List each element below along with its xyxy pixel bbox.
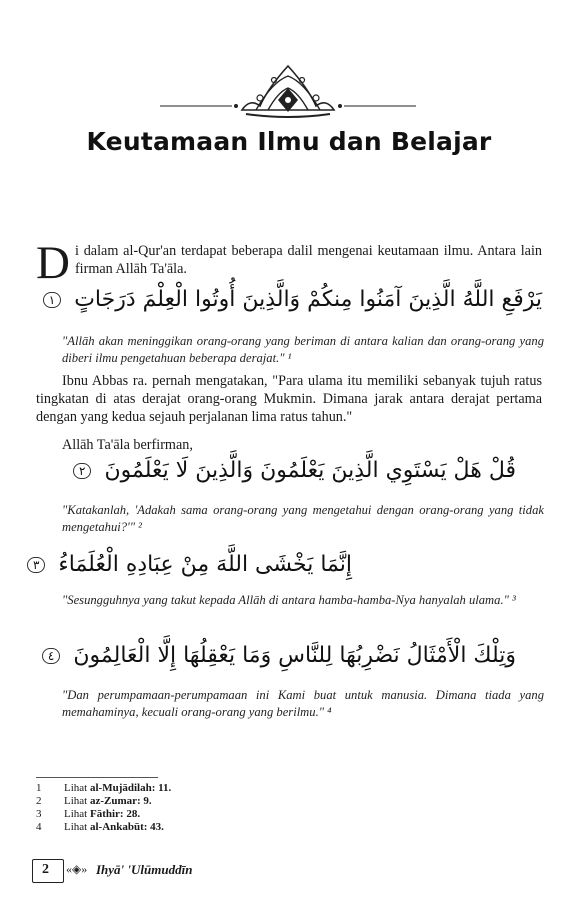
footnote-1 <box>36 782 171 794</box>
footnote-number: 3 <box>36 808 42 820</box>
footnote-2 <box>36 795 152 807</box>
footnote-prefix: Lihat <box>64 795 90 807</box>
footnote-prefix: Lihat <box>64 808 90 820</box>
verse-number-2: ٢ <box>73 463 91 479</box>
arabic-verse-1 <box>43 287 542 312</box>
translation-3: "Sesungguhnya yang takut kepada Allāh di antara hamba-hamba-Nya hanyalah ulama." ³ <box>62 593 516 607</box>
footnote-3 <box>36 808 140 820</box>
arabic-verse-2 <box>73 458 516 483</box>
footer-ornament-icon: «◈» <box>66 862 88 876</box>
verse-number-4: ٤ <box>42 648 60 664</box>
footnote-ref: az-Zumar: 9. <box>89 795 152 807</box>
footnote-prefix: Lihat <box>64 782 90 794</box>
footnote-number: 4 <box>36 821 42 833</box>
intro-paragraph <box>36 237 542 289</box>
arabic-verse-2-text: قُلْ هَلْ يَسْتَوِي الَّذِينَ يَعْلَمُونَ وَالَّذِينَ لَا يَعْلَمُونَ <box>104 458 516 483</box>
footnote-number: 2 <box>36 795 42 807</box>
arabic-verse-4-text: وَتِلْكَ الْأَمْثَالُ نَضْرِبُهَا لِلنَّاسِ وَمَا يَعْقِلُهَا إِلَّا الْعَالِمُونَ <box>73 643 516 668</box>
arabic-verse-4 <box>42 643 516 668</box>
allah-berfirman-line: Allāh Ta'āla berfirman, <box>62 437 193 453</box>
verse-number-1: ١ <box>43 292 61 308</box>
translation-2: "Katakanlah, 'Adakah sama orang-orang yang mengetahui dengan orang-orang yang tidak mengetahui?'" ² <box>62 503 544 534</box>
translation-1: "Allāh akan meninggikan orang-orang yang beriman di antara kalian dan orang-orang yang diberi ilmu pengetahuan beberapa derajat." ¹ <box>62 334 544 365</box>
intro-text: i dalam al-Qur'an terdapat beberapa dalil mengenai keutamaan ilmu. Antara lain firman Allāh Ta'āla. <box>74 243 542 277</box>
footnote-ref: al-Mujādilah: 11. <box>89 782 172 794</box>
footnote-4 <box>36 821 164 833</box>
footnote-ref: Fāthir: 28. <box>89 808 141 820</box>
arabic-verse-3 <box>27 552 352 577</box>
arabic-verse-3-text: إِنَّمَا يَخْشَى اللَّهَ مِنْ عِبَادِهِ الْعُلَمَاءُ <box>58 552 352 577</box>
translation-4: "Dan perumpamaan-perumpamaan ini Kami buat untuk manusia. Dimana tiada yang memahaminya, kecuali orang-orang yang berilmu." ⁴ <box>62 688 544 719</box>
verse-number-3: ٣ <box>27 557 45 573</box>
footnote-ref: al-Ankabūt: 43. <box>89 821 164 833</box>
footnote-divider <box>36 777 158 778</box>
page-number: 2 <box>42 862 49 877</box>
header-ornament <box>160 58 416 120</box>
dropcap: D <box>36 237 70 289</box>
ibnu-abbas-paragraph: Ibnu Abbas ra. pernah mengatakan, "Para ulama itu memiliki sebanyak tujuh ratus tingkatan di atas derajat orang-orang Mukmin. Dimana jarak antara derajat pertama dengan yang kedua sejauh perjalanan lima ratus tahun." <box>36 373 542 425</box>
running-footer-title: Ihyā' 'Ulūmuddīn <box>96 862 193 877</box>
page-title: Keutamaan Ilmu dan Belajar <box>86 127 492 156</box>
arabic-verse-1-text: يَرْفَعِ اللَّهُ الَّذِينَ آمَنُوا مِنكُمْ وَالَّذِينَ أُوتُوا الْعِلْمَ دَرَجَاتٍ <box>74 287 542 312</box>
footnote-number: 1 <box>36 782 42 794</box>
footnote-prefix: Lihat <box>64 821 90 833</box>
